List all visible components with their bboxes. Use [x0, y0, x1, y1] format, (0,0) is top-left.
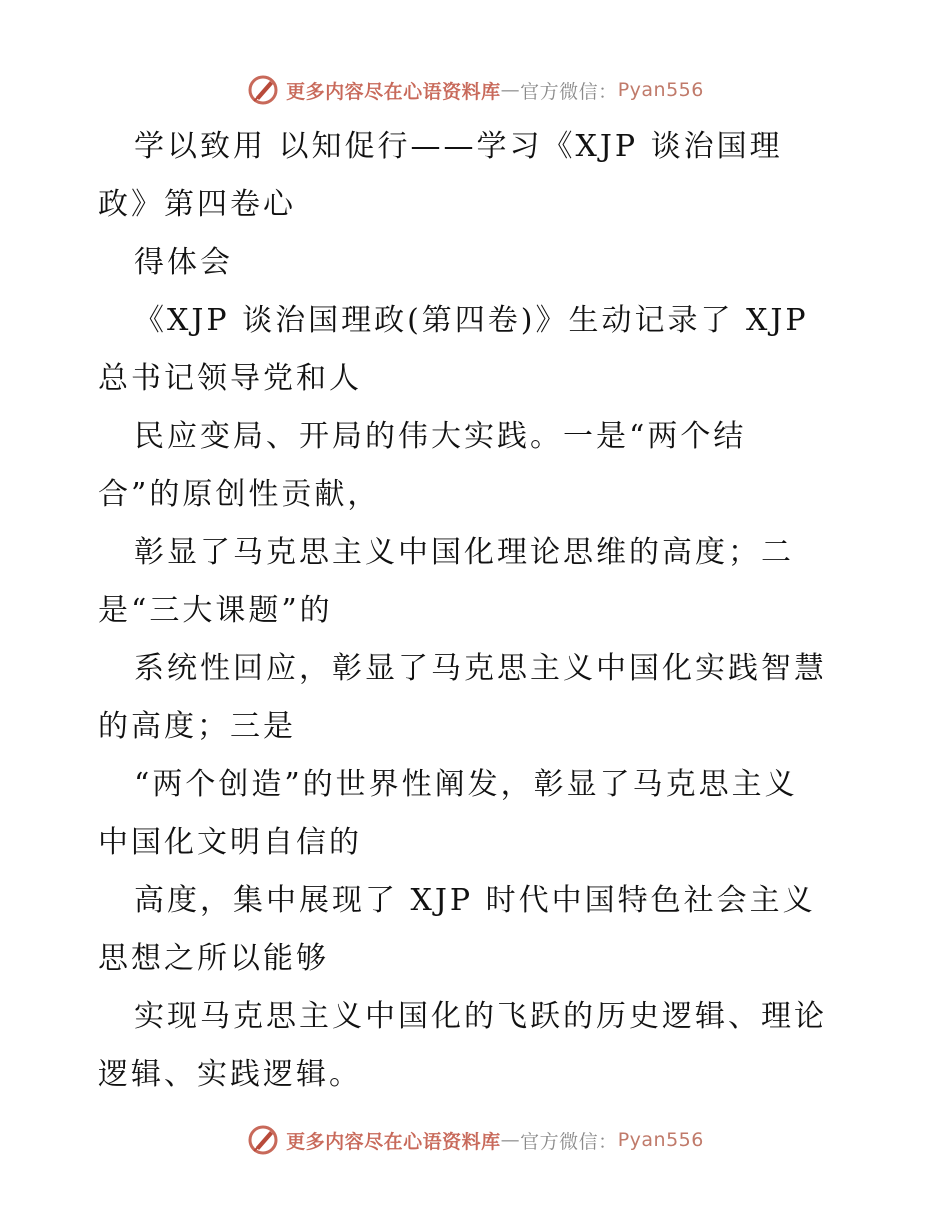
- text-line: 实现马克思主义中国化的飞跃的历史逻辑、理论: [134, 999, 827, 1034]
- text-line: 的高度；三是: [98, 709, 296, 744]
- watermark-dash: —: [500, 1129, 521, 1151]
- text-line: 中国化文明自信的: [98, 825, 362, 860]
- text-line: 民应变局、开局的伟大实践。一是“两个结: [134, 419, 747, 454]
- text-line: “两个创造”的世界性阐发，彰显了马克思主义: [134, 767, 798, 802]
- text-line: 学以致用 以知促行——学习《XJP 谈治国理: [134, 129, 783, 164]
- footer-watermark: [0, 1120, 950, 1160]
- text-line: 政》第四卷心: [98, 187, 296, 222]
- text-line: 合”的原创性贡献，: [98, 477, 381, 512]
- text-line: 总书记领导党和人: [98, 361, 362, 396]
- text-line: 高度，集中展现了 XJP 时代中国特色社会主义: [134, 883, 816, 918]
- watermark-handle: Pyan556: [617, 79, 704, 101]
- header-watermark: [0, 70, 950, 110]
- watermark-label: 官方微信：: [520, 80, 618, 103]
- text-line: 逻辑、实践逻辑。: [98, 1057, 362, 1092]
- watermark-site: 更多内容尽在心语资料库: [286, 1130, 501, 1153]
- document-body: [98, 118, 858, 1104]
- watermark-text: [286, 1127, 704, 1154]
- watermark-handle: Pyan556: [617, 1129, 704, 1151]
- text-line: 彰显了马克思主义中国化理论思维的高度；二: [134, 535, 794, 570]
- quill-circle-icon: [246, 1123, 280, 1157]
- watermark-site: 更多内容尽在心语资料库: [286, 80, 501, 103]
- text-line: 思想之所以能够: [98, 941, 329, 976]
- watermark-dash: —: [500, 79, 521, 101]
- text-line: 是“三大课题”的: [98, 593, 333, 628]
- text-line: 得体会: [134, 245, 233, 280]
- text-line: 《XJP 谈治国理政(第四卷)》生动记录了 XJP: [134, 303, 809, 338]
- quill-circle-icon: [246, 73, 280, 107]
- watermark-text: [286, 77, 704, 104]
- text-line: 系统性回应，彰显了马克思主义中国化实践智慧: [134, 651, 827, 686]
- watermark-label: 官方微信：: [520, 1130, 618, 1153]
